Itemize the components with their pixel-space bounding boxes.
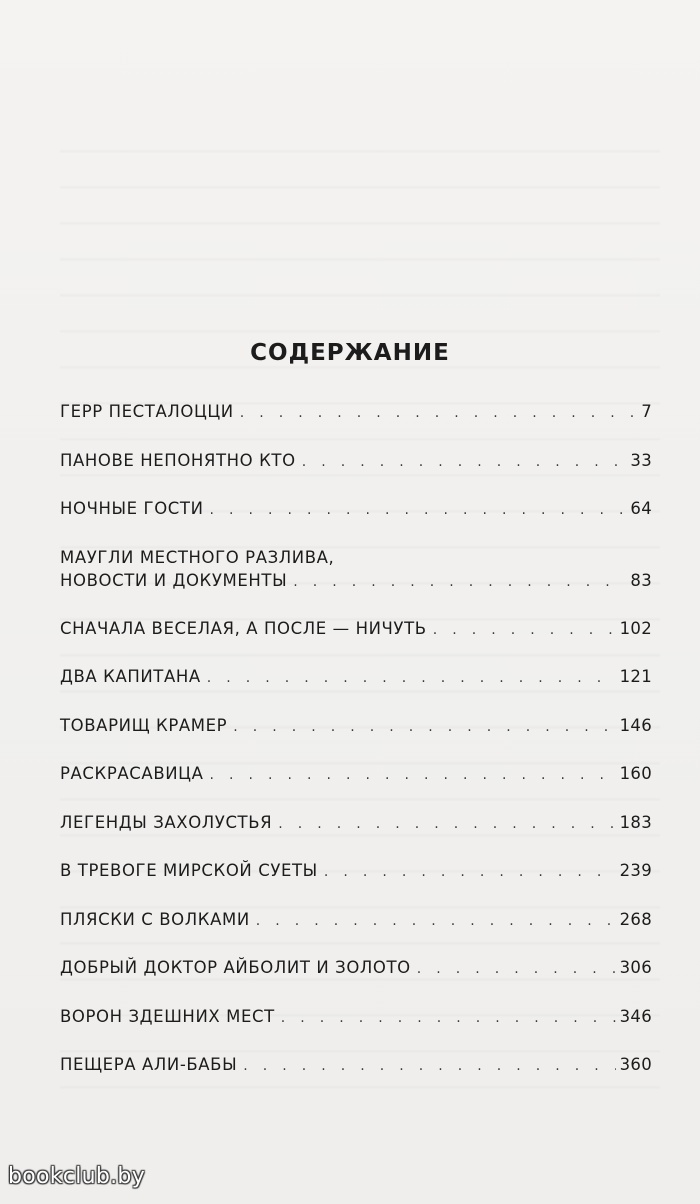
toc-entry-page: 306 bbox=[619, 958, 652, 977]
dot-leader bbox=[209, 767, 615, 783]
toc-entry-page: 102 bbox=[619, 618, 652, 638]
dot-leader bbox=[278, 816, 615, 832]
toc-entry bbox=[60, 764, 652, 813]
toc-entry-title-line2: НОВОСТИ И ДОКУМЕНТЫ bbox=[60, 570, 288, 590]
toc-entry-page: 160 bbox=[619, 764, 652, 783]
dot-leader bbox=[324, 864, 616, 880]
dot-leader bbox=[240, 405, 637, 421]
toc-entry-title: ЛЕГЕНДЫ ЗАХОЛУСТЬЯ bbox=[60, 812, 273, 832]
toc-entry-page: 183 bbox=[619, 812, 652, 832]
dot-leader bbox=[256, 913, 616, 929]
dot-leader bbox=[281, 1010, 616, 1026]
toc-entry-title: ПАНОВЕ НЕПОНЯТНО КТО bbox=[60, 450, 296, 470]
toc-entry-title: ТОВАРИЩ КРАМЕР bbox=[60, 715, 228, 735]
toc-entry-page: 146 bbox=[619, 715, 652, 735]
toc-entry bbox=[60, 958, 652, 1007]
toc-entry-title: РАСКРАСАВИЦА bbox=[60, 764, 204, 783]
toc-entry-page: 83 bbox=[630, 570, 652, 590]
dot-leader bbox=[233, 719, 615, 735]
dot-leader bbox=[243, 1058, 615, 1074]
toc-entry-page: 33 bbox=[630, 450, 652, 470]
toc-entry bbox=[60, 451, 652, 500]
toc-entry-title: ГЕРР ПЕСТАЛОЦЦИ bbox=[60, 402, 234, 421]
toc-entry-page: 121 bbox=[619, 667, 652, 686]
page-title: СОДЕРЖАНИЕ bbox=[250, 340, 450, 366]
toc-entry-page: 346 bbox=[619, 1006, 652, 1026]
toc-entry-line2 bbox=[60, 571, 652, 619]
toc-entry bbox=[60, 1007, 652, 1056]
toc-entry bbox=[60, 402, 652, 451]
dot-leader bbox=[293, 574, 626, 590]
toc-entry-page: 64 bbox=[630, 499, 652, 518]
toc-entry-title: СНАЧАЛА ВЕСЕЛАЯ, А ПОСЛЕ — НИЧУТЬ bbox=[60, 618, 427, 638]
watermark: bookclub.by bbox=[8, 1164, 146, 1189]
dot-leader bbox=[433, 622, 616, 638]
toc-entry-title: ПЕЩЕРА АЛИ-БАБЫ bbox=[60, 1055, 238, 1074]
toc-entry bbox=[60, 619, 652, 668]
table-of-contents bbox=[60, 402, 652, 1104]
toc-entry bbox=[60, 499, 652, 548]
dot-leader bbox=[210, 502, 627, 518]
toc-entry bbox=[60, 716, 652, 765]
toc-entry-title: ДВА КАПИТАНА bbox=[60, 667, 201, 686]
toc-entry-title: ДОБРЫЙ ДОКТОР АЙБОЛИТ И ЗОЛОТО bbox=[60, 958, 411, 977]
toc-entry bbox=[60, 1055, 652, 1104]
dot-leader bbox=[302, 454, 627, 470]
dot-leader bbox=[417, 961, 616, 977]
toc-entry bbox=[60, 861, 652, 910]
toc-entry bbox=[60, 667, 652, 716]
toc-entry bbox=[60, 910, 652, 959]
toc-entry bbox=[60, 813, 652, 862]
toc-entry-title: ПЛЯСКИ С ВОЛКАМИ bbox=[60, 909, 250, 929]
toc-entry bbox=[60, 548, 652, 619]
toc-entry-page: 7 bbox=[641, 402, 652, 421]
toc-entry-title: ВОРОН ЗДЕШНИХ МЕСТ bbox=[60, 1006, 275, 1026]
toc-entry-page: 360 bbox=[619, 1055, 652, 1074]
toc-entry-title: НОЧНЫЕ ГОСТИ bbox=[60, 499, 204, 518]
toc-entry-page: 239 bbox=[619, 861, 652, 880]
toc-entry-page: 268 bbox=[619, 909, 652, 929]
dot-leader bbox=[207, 670, 616, 686]
toc-entry-title: В ТРЕВОГЕ МИРСКОЙ СУЕТЫ bbox=[60, 861, 318, 880]
toc-entry-title-line1: МАУГЛИ МЕСТНОГО РАЗЛИВА, bbox=[60, 547, 335, 567]
